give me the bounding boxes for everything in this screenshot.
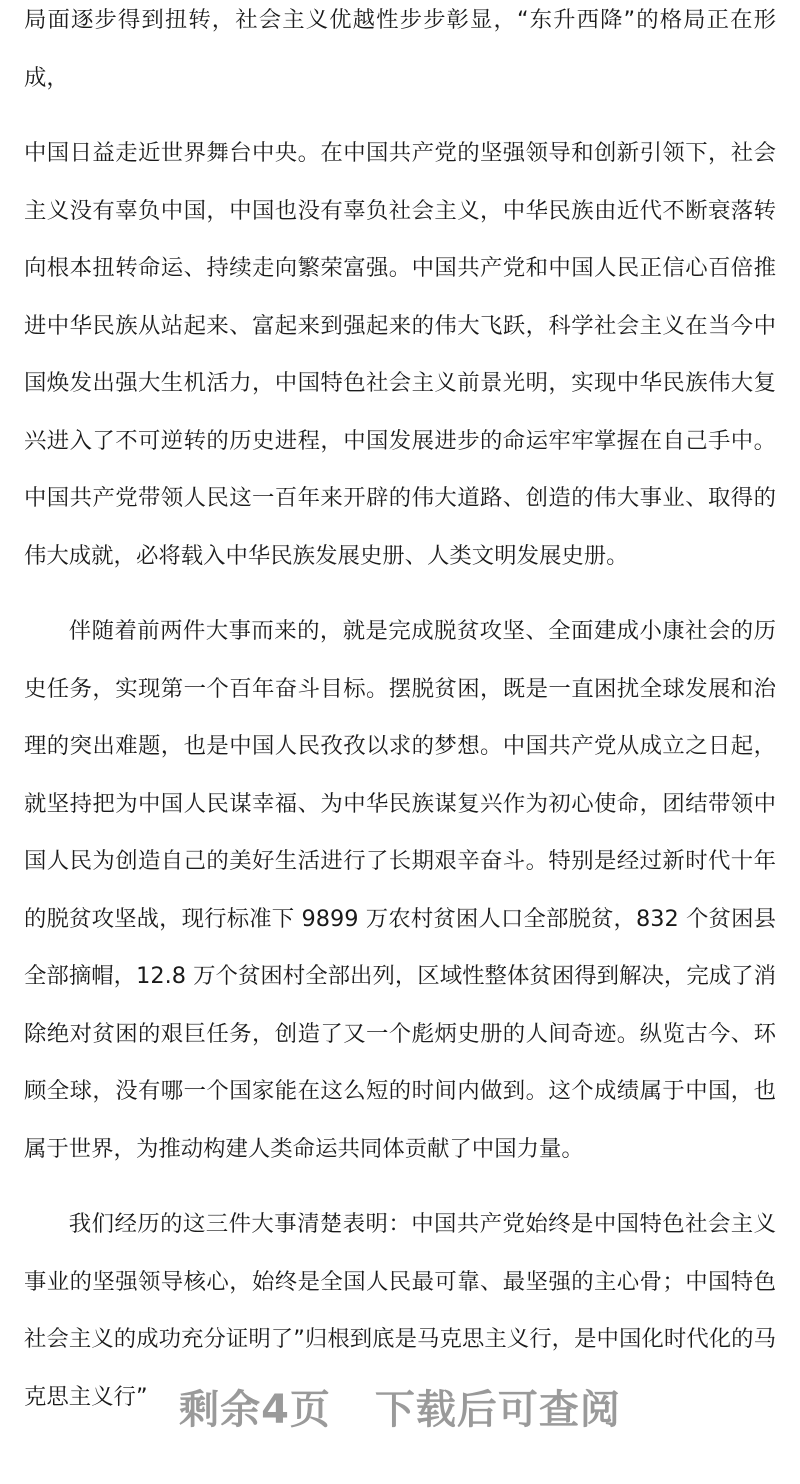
paragraph-gap	[24, 107, 776, 125]
paragraph-fragment: 局面逐步得到扭转，社会主义优越性步步彰显，“东升西降”的格局正在形成，	[24, 7, 776, 91]
remaining-pages-label: 剩余4页	[179, 1387, 331, 1433]
paragraph-gap	[24, 585, 776, 603]
download-to-view-label: 下载后可查阅	[374, 1387, 621, 1433]
paragraph-2: 伴随着前两件大事而来的，就是完成脱贫攻坚、全面建成小康社会的历史任务，实现第一个百年奋斗目标。摆脱贫困，既是一直困扰全球发展和治理的突出难题，也是中国人民孜孜以求的梦想。中国共产党从成立之日起，就坚持把为中国人民谋幸福、为中华民族谋复兴作为初心使命，团结带领中国人民为创造自己的美好生活进行了长期艰辛奋斗。特别是经过新时代十年的脱贫攻坚战，现行标准下 9899 万农村贫困人口全部脱贫，832 个贫困县全部摘帽，12.8 万个贫困村全部出列，区域性整体贫困得到解决，完成了消除绝对贫困的艰巨任务，创造了又一个彪炳史册的人间奇迹。纵览古今、环顾全球，没有哪一个国家能在这么短的时间内做到。这个成绩属于中国，也属于世界，为推动构建人类命运共同体贡献了中国力量。	[24, 618, 776, 1162]
download-prompt-banner[interactable]	[0, 1378, 800, 1435]
document-body	[24, 0, 776, 1426]
paragraph-1: 中国日益走近世界舞台中央。在中国共产党的坚强领导和创新引领下，社会主义没有辜负中国，中国也没有辜负社会主义，中华民族由近代不断衰落转向根本扭转命运、持续走向繁荣富强。中国共产党和中国人民正信心百倍推进中华民族从站起来、富起来到强起来的伟大飞跃，科学社会主义在当今中国焕发出强大生机活力，中国特色社会主义前景光明，实现中华民族伟大复兴进入了不可逆转的历史进程，中国发展进步的命运牢牢掌握在自己手中。中国共产党带领人民这一百年来开辟的伟大道路、创造的伟大事业、取得的伟大成就，必将载入中华民族发展史册、人类文明发展史册。	[24, 140, 776, 569]
paragraph-gap	[24, 1178, 776, 1196]
paragraph-3: 我们经历的这三件大事清楚表明：中国共产党始终是中国特色社会主义事业的坚强领导核心，始终是全国人民最可靠、最坚强的主心骨；中国特色社会主义的成功充分证明了”归根到底是马克思主义行，是中国化时代化的马克思主义行”	[24, 1211, 776, 1410]
